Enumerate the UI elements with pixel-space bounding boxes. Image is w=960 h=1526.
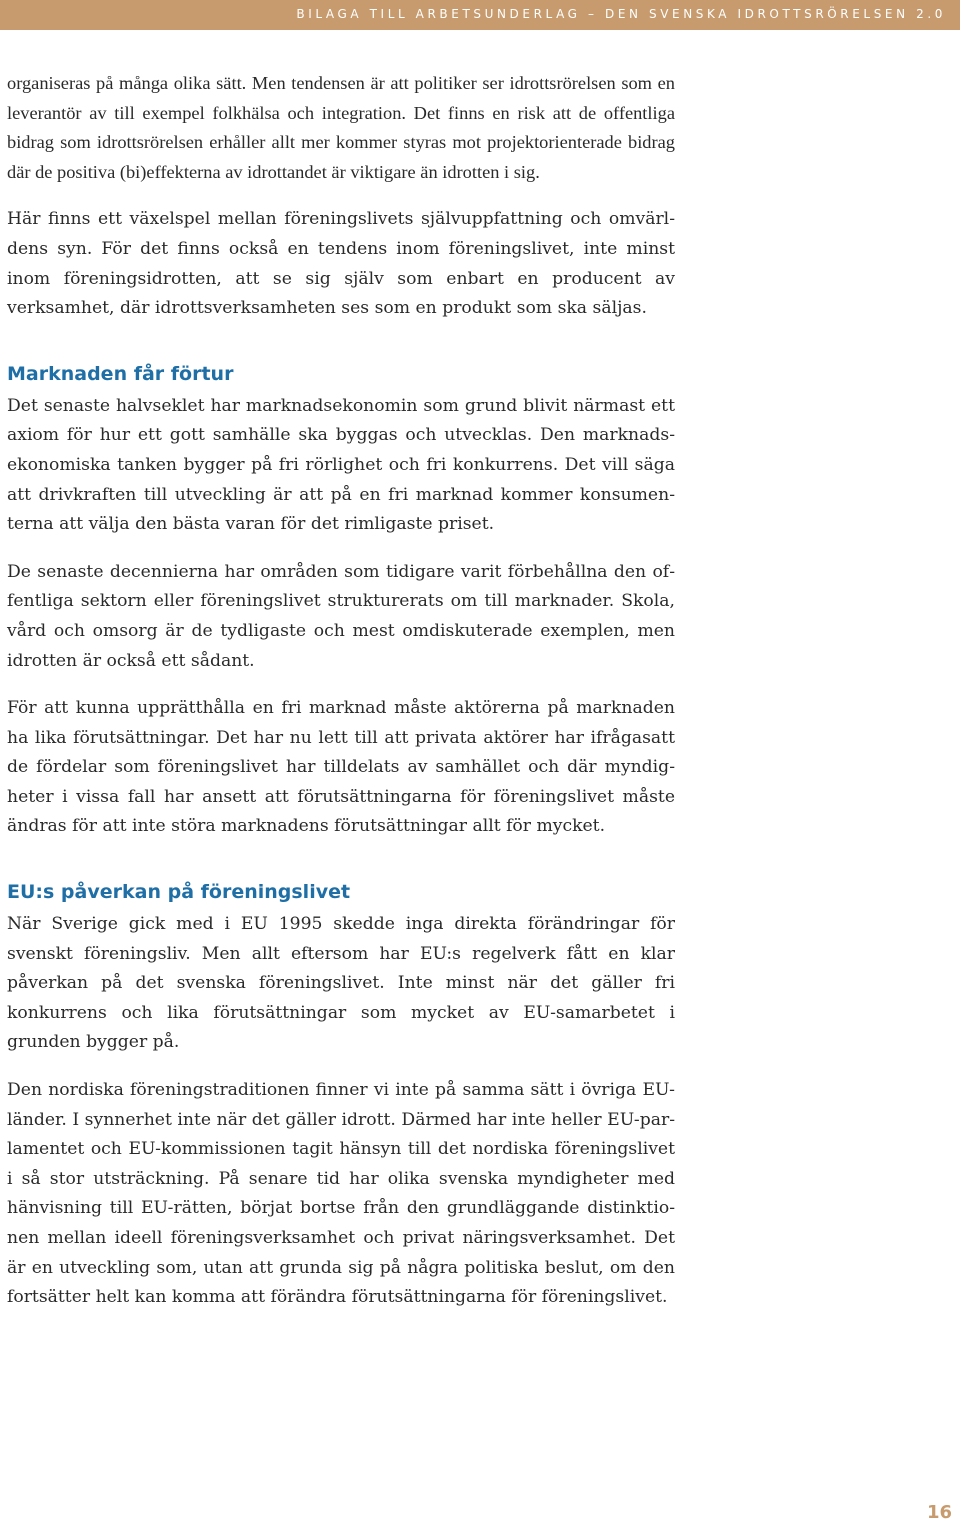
body-paragraph: När Sverige gick med i EU 1995 skedde inga direkta förändringar för svenskt föreningsliv. Men allt eftersom har EU:s regelverk fått en klar påverkan på det svenska föreningslivet. Inte minst när det gäller fri konkurrens och lika förutsättningar som mycket av EU-samarbetet i grunden bygger på.	[7, 914, 675, 1053]
document-body	[7, 69, 675, 1331]
header-bar	[0, 0, 960, 30]
header-title: BILAGA TILL ARBETSUNDERLAG – DEN SVENSKA IDROTTSRÖRELSEN 2.0	[296, 7, 946, 21]
section-heading: EU:s påverkan på föreningslivet	[7, 881, 351, 904]
body-paragraph: För att kunna upprätthålla en fri marknad måste aktörerna på marknaden ha lika förutsättningar. Det har nu lett till att privata aktörer har ifrågasatt de fördelar som föreningslivet har tilldelats av samhället och där myndigheter i vissa fall har ansett att förutsättningarna för föreningslivet måste ändras för att inte störa marknadens förutsättningar allt för mycket.	[7, 698, 675, 837]
body-paragraph: organiseras på många olika sätt. Men tendensen är att politiker ser idrottsrörelsen som en leverantör av till exempel folkhälsa och integration. Det finns en risk att de offentliga bidrag som idrottsrörelsen erhåller allt mer kommer styras mot projektorienterade bidrag där de positiva (bi)effekterna av idrottandet är viktigare än idrotten i sig.	[7, 73, 675, 182]
body-paragraph: Det senaste halvseklet har marknadsekonomin som grund blivit närmast ett axiom för hur ett gott samhälle ska byggas och utvecklas. Den marknadsekonomiska tanken bygger på fri rörlighet och fri konkurrens. Det vill säga att drivkraften till utveckling är att på en fri marknad kommer konsumenterna att välja den bästa varan för det rimligaste priset.	[7, 395, 675, 535]
section-heading: Marknaden får förtur	[7, 362, 234, 385]
body-paragraph: De senaste decennierna har områden som tidigare varit förbehållna den offentliga sektorn eller föreningslivet strukturerats om till marknader. Skola, vård och omsorg är de tydligaste och mest omdiskuterade exemplen, men idrotten är också ett sådant.	[7, 561, 675, 671]
body-paragraph: Den nordiska föreningstraditionen finner vi inte på samma sätt i övriga EU-länder. I synnerhet inte när det gäller idrott. Därmed har inte heller EU-parlamentet och EU-kommissionen tagit hänsyn till det nordiska föreningslivet i så stor utsträckning. På senare tid har olika svenska myndigheter med hänvisning till EU-rätten, börjat bortse från den grundläggande distinktionen mellan ideell föreningsverksamhet och privat näringsverksamhet. Det är en utveckling som, utan att grunda sig på några politiska beslut, om den fortsätter helt kan komma att förändra förutsättningarna för föreningslivet.	[7, 1080, 675, 1308]
page-number: 16	[926, 1502, 952, 1523]
body-paragraph: Här finns ett växelspel mellan föreningslivets självuppfattning och omvärldens syn. För det finns också en tendens inom föreningslivet, inte minst inom föreningsidrotten, att se sig själv som enbart en producent av verksamhet, där idrottsverksamheten ses som en produkt som ska säljas.	[7, 209, 675, 319]
